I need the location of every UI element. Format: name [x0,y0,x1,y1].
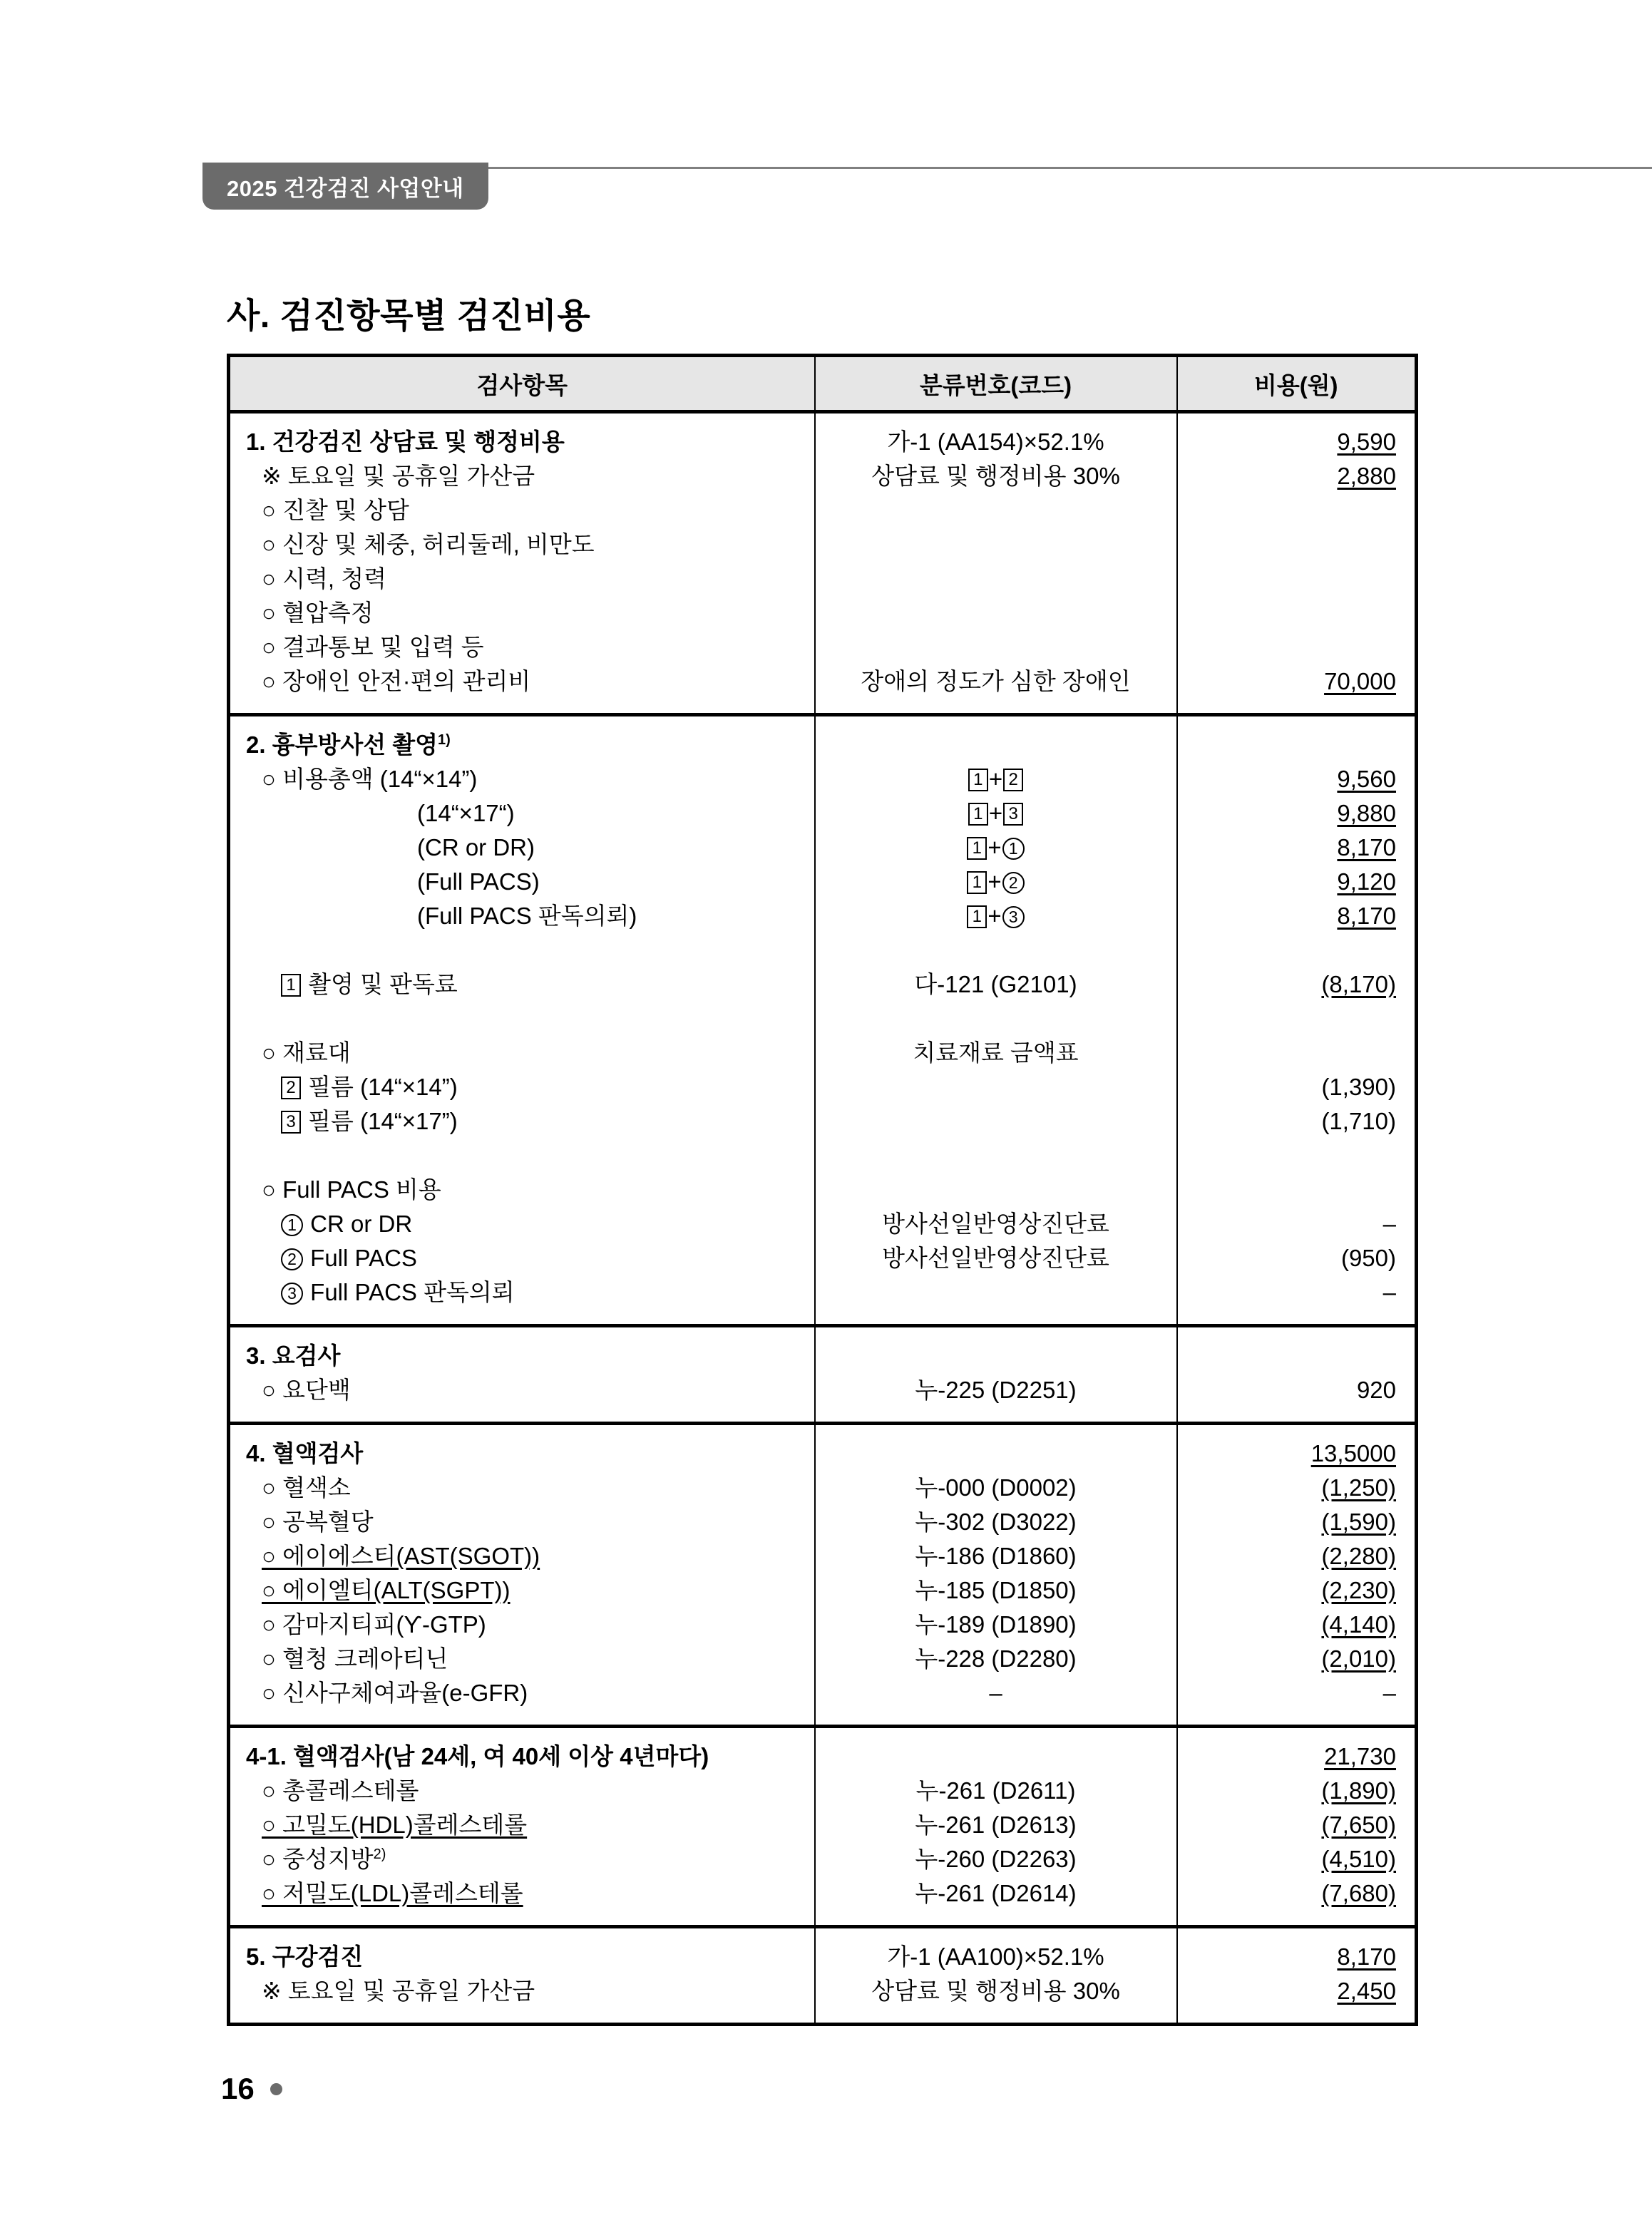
spacer [1178,1036,1397,1070]
code-value: 상담료 및 행정비용 30% [871,463,1120,489]
list-item: (CR or DR) [417,834,535,860]
code-value: 누-302 (D3022) [915,1509,1077,1535]
section-4-items [229,1424,815,1727]
section-4-1-title: 4-1. 혈액검사(남 24세, 여 40세 이상 4년마다) [246,1743,709,1769]
boxed-numeral-1-icon: 1 [967,905,987,928]
list-item: ○ 고밀도(HDL)콜레스테롤 [262,1812,528,1838]
list-item: ○ 진찰 및 상담 [262,497,409,523]
section-2-title: 2. 흉부방사선 촬영$^{1)}$ [246,731,451,758]
spacer [816,528,1176,562]
section-2-items [229,715,815,1326]
section-5-codes [815,1927,1177,2025]
spacer [1178,528,1397,562]
list-item: ○ Full PACS 비용 [262,1176,441,1203]
exam-cost-table [227,354,1418,2026]
spacer [816,1740,1176,1774]
page-folio [221,2072,282,2106]
cost-value: (8,170) [1321,971,1396,997]
code-value: 누-225 (D2251) [915,1377,1077,1403]
list-item: ※ 토요일 및 공휴일 가산금 [262,1978,535,2004]
folio-dot-icon [270,2083,282,2095]
code-value: 방사선일반영상진단료 [882,1245,1109,1271]
spacer [816,1275,1176,1310]
spacer [816,1339,1176,1373]
cost-value: 2,880 [1337,463,1396,489]
column-header-cost: 비용(원) [1177,356,1417,412]
list-item: ○ 혈색소 [262,1474,351,1501]
cost-value: (1,250) [1321,1474,1396,1501]
code-value: 치료재료 금액표 [913,1039,1079,1066]
section-4-1-costs [1177,1727,1417,1927]
table-header-row [229,356,1417,412]
list-item: 1 CR or DR [246,1207,814,1241]
code-value: 누-000 (D0002) [915,1474,1077,1501]
spacer [1178,596,1397,630]
footnote-marker: 1) [438,732,451,748]
section-4-costs [1177,1424,1417,1727]
section-5-title: 5. 구강검진 [246,1943,364,1970]
section-3-costs [1177,1326,1417,1424]
cost-value: 8,170 [1337,903,1396,929]
boxed-numeral-1-icon: 1 [281,974,301,997]
boxed-numeral-1-icon: 1 [968,803,988,826]
code-value: 1 + 2 [816,762,1176,796]
spacer [816,1437,1176,1471]
section-5-items [229,1927,815,2025]
section-4-title: 4. 혈액검사 [246,1440,364,1466]
code-value: 상담료 및 행정비용 30% [871,1978,1120,2004]
list-item: ○ 에이에스티(AST(SGOT)) [262,1543,540,1569]
section-1-codes [815,412,1177,715]
cost-value: 9,120 [1337,868,1396,895]
list-item: 3 Full PACS 판독의뢰 [246,1275,814,1310]
list-item: ○ 공복혈당 [262,1509,374,1535]
list-item: ○ 신장 및 체중, 허리둘레, 비만도 [262,531,595,558]
code-value: 가-1 (AA154)×52.1% [887,428,1104,455]
cost-value: 70,000 [1324,668,1396,694]
list-item: ○ 비용총액 (14“×14”) [262,766,478,792]
list-item: 2 필름 (14“×14”) [246,1070,814,1104]
list-item: ○ 재료대 [262,1039,351,1066]
spacer [246,1139,814,1173]
page-title: 사. 검진항목별 검진비용 [227,297,591,336]
list-item: ○ 혈청 크레아티닌 [262,1645,448,1672]
cost-value: (4,510) [1321,1846,1396,1872]
spacer [816,630,1176,664]
list-item: ○ 저밀도(LDL)콜레스테롤 [262,1880,523,1906]
cost-value: (1,710) [1321,1108,1396,1134]
spacer [816,933,1176,967]
list-item: ○ 혈압측정 [262,600,374,626]
section-2-costs [1177,715,1417,1326]
circled-numeral-3-icon: 3 [281,1283,303,1305]
list-item: ○ 신사구체여과율(e-GFR) [262,1680,528,1706]
list-item: ○ 에이엘티(ALT(SGPT)) [262,1577,511,1603]
section-total-cost: 21,730 [1324,1743,1396,1769]
list-item: (Full PACS) [417,868,540,895]
section-4-1-codes [815,1727,1177,1927]
table-row-section-4-1 [229,1727,1417,1927]
list-item: ○ 총콜레스테롤 [262,1777,419,1804]
list-item: ○ 장애인 안전·편의 관리비 [262,668,531,694]
spacer [1178,933,1397,967]
cost-value: (1,590) [1321,1509,1396,1535]
running-head-tab [202,163,488,210]
section-2-codes [815,715,1177,1326]
section-1-title: 1. 건강검진 상담료 및 행정비용 [246,428,565,455]
spacer [246,933,814,967]
spacer [1178,1139,1397,1173]
cost-value: (7,680) [1321,1880,1396,1906]
spacer [246,1002,814,1036]
boxed-numeral-3-icon: 3 [281,1111,301,1134]
boxed-numeral-3-icon: 3 [1003,803,1023,826]
spacer [816,596,1176,630]
boxed-numeral-1-icon: 1 [968,769,988,791]
cost-value: (950) [1340,1245,1396,1271]
list-item: ○ 요단백 [262,1377,351,1403]
spacer [816,1104,1176,1139]
section-5-costs [1177,1927,1417,2025]
circled-numeral-1-icon: 1 [281,1214,303,1236]
cost-value: 2,450 [1337,1978,1396,2004]
circled-numeral-1-icon: 1 [1002,838,1025,860]
boxed-numeral-1-icon: 1 [967,837,987,860]
column-header-code: 분류번호(코드) [815,356,1177,412]
spacer [816,493,1176,528]
code-value: 누-189 (D1890) [915,1611,1077,1638]
code-value: 누-228 (D2280) [915,1645,1077,1672]
code-value: 누-186 (D1860) [915,1543,1077,1569]
list-item: 3 필름 (14“×17”) [246,1104,814,1139]
circled-numeral-2-icon: 2 [1002,872,1025,894]
boxed-numeral-2-icon: 2 [1003,769,1023,791]
code-value: 1 + 3 [816,899,1176,933]
cost-value: (2,280) [1321,1543,1396,1569]
spacer [816,1173,1176,1207]
list-item: (Full PACS 판독의뢰) [417,903,637,929]
cost-value: 9,560 [1337,766,1396,792]
section-3-codes [815,1326,1177,1424]
code-value: 누-261 (D2613) [915,1812,1077,1838]
list-item: 1 촬영 및 판독료 [246,967,814,1002]
cost-value: (1,890) [1321,1777,1396,1804]
spacer [1178,493,1397,528]
spacer [816,562,1176,596]
code-value: 가-1 (AA100)×52.1% [887,1943,1104,1970]
cost-value: (7,650) [1321,1812,1396,1838]
spacer [816,1139,1176,1173]
section-1-costs [1177,412,1417,715]
code-value: 누-185 (D1850) [915,1577,1077,1603]
spacer [1178,562,1397,596]
list-item: ○ 중성지방$^{2)}$ [262,1846,386,1872]
spacer [816,728,1176,762]
code-value: 1 + 3 [816,796,1176,831]
code-value: 다-121 (G2101) [914,971,1077,997]
section-4-codes [815,1424,1177,1727]
table-row-section-1 [229,412,1417,715]
table-row-section-4 [229,1424,1417,1727]
spacer [1178,1339,1397,1373]
list-item: ○ 감마지티피(Ƴ-GTP) [262,1611,486,1638]
code-value: 방사선일반영상진단료 [882,1211,1109,1237]
section-1-items [229,412,815,715]
cost-value: 9,880 [1337,800,1396,826]
running-head-label: 2025 건강검진 사업안내 [227,175,464,201]
list-item: ○ 시력, 청력 [262,565,386,592]
cost-value: – [1382,1680,1396,1706]
section-3-items [229,1326,815,1424]
spacer [816,1002,1176,1036]
table-row-section-3 [229,1326,1417,1424]
cost-value: (1,390) [1321,1074,1396,1100]
code-value: 누-261 (D2614) [915,1880,1077,1906]
list-item: ※ 토요일 및 공휴일 가산금 [262,463,535,489]
cost-value: (2,230) [1321,1577,1396,1603]
spacer [1178,728,1397,762]
cost-value: – [1382,1211,1396,1237]
code-value: 누-260 (D2263) [915,1846,1077,1872]
code-value: 1 + 2 [816,865,1176,899]
cost-value: – [1382,1279,1396,1305]
cost-value: (2,010) [1321,1645,1396,1672]
section-3-title: 3. 요검사 [246,1342,341,1369]
code-value: 장애의 정도가 심한 장애인 [861,668,1131,694]
spacer [1178,630,1397,664]
circled-numeral-2-icon: 2 [281,1248,303,1270]
code-value: 1 + 1 [816,831,1176,865]
code-value: – [989,1680,1002,1706]
cost-value: 9,590 [1337,428,1396,455]
list-item: 2 Full PACS [246,1241,814,1275]
list-item: (14“×17“) [417,800,515,826]
footnote-marker: 2) [373,1846,386,1862]
section-total-cost: 13,5000 [1310,1440,1396,1466]
table-row-section-5 [229,1927,1417,2025]
spacer [816,1070,1176,1104]
spacer [1178,1173,1397,1207]
cost-value: 8,170 [1337,1943,1396,1970]
boxed-numeral-1-icon: 1 [967,871,987,894]
spacer [1178,1002,1397,1036]
page-number: 16 [221,2072,255,2105]
boxed-numeral-2-icon: 2 [281,1077,301,1099]
table-row-section-2 [229,715,1417,1326]
circled-numeral-3-icon: 3 [1002,906,1025,928]
list-item: ○ 결과통보 및 입력 등 [262,634,484,660]
cost-value: 8,170 [1337,834,1396,860]
section-4-1-items [229,1727,815,1927]
code-value: 누-261 (D2611) [915,1777,1076,1804]
column-header-item: 검사항목 [229,356,815,412]
cost-value: (4,140) [1321,1611,1396,1638]
cost-value: 920 [1356,1377,1396,1403]
